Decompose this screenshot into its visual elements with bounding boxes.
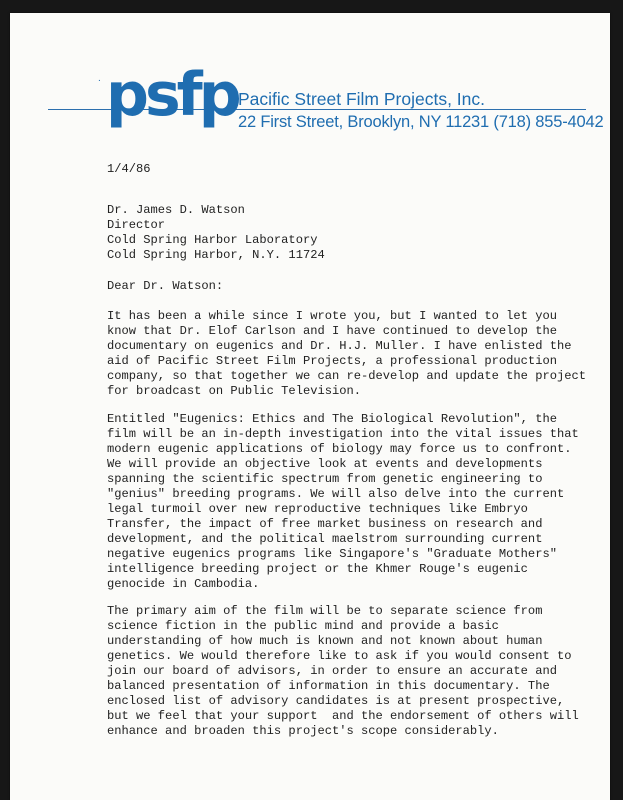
company-logo: psfp [106, 60, 238, 130]
paragraph-3: The primary aim of the film will be to separate science from science fiction in the public mind and provide a basic understanding of how much is known and not known about human genetics. We would therefore like to ask if you would consent to join our board of advisors, in order to ensure an accurate and balanced presentation of information in this documentary. The enclosed list of advisory candidates is at present prospective, but we feel that your support and the endorsement of others will enhance and broaden this project's scope considerably. [107, 604, 579, 738]
paragraph-2: Entitled "Eugenics: Ethics and The Biological Revolution", the film will be an in-depth investigation into the vital issues that modern eugenic applications of biology may force us to confront. We will provide an objective look at events and developments spanning the scientific spectrum from genetic engineering to "genius" breeding programs. We will also delve into the current legal turmoil over new reproductive techniques like Embryo Transfer, the impact of free market business on research and development, and the political maelstrom surrounding current negative eugenics programs like Singapore's "Graduate Mothers" intelligence breeding project or the Khmer Rouge's eugenic genocide in Cambodia. [107, 412, 579, 591]
salutation: Dear Dr. Watson: [107, 279, 224, 293]
paragraph-1: It has been a while since I wrote you, but I wanted to let you know that Dr. Elof Carlson and I have continued to develop the documentary on eugenics and Dr. H.J. Muller. I have enlisted the aid of Pacific Street Film Projects, a professional production company, so that together we can re-develop and update the project for broadcast on Public Television. [107, 309, 586, 398]
letter-date: 1/4/86 [107, 162, 151, 176]
letterhead-dot: . [98, 73, 101, 84]
company-address: 22 First Street, Brooklyn, NY 11231 (718) 855-4042 [238, 113, 604, 131]
recipient-address: Dr. James D. Watson Director Cold Spring Harbor Laboratory Cold Spring Harbor, N.Y. 11724 [107, 203, 325, 262]
letter-page [10, 13, 610, 800]
company-name: Pacific Street Film Projects, Inc. [238, 89, 486, 109]
